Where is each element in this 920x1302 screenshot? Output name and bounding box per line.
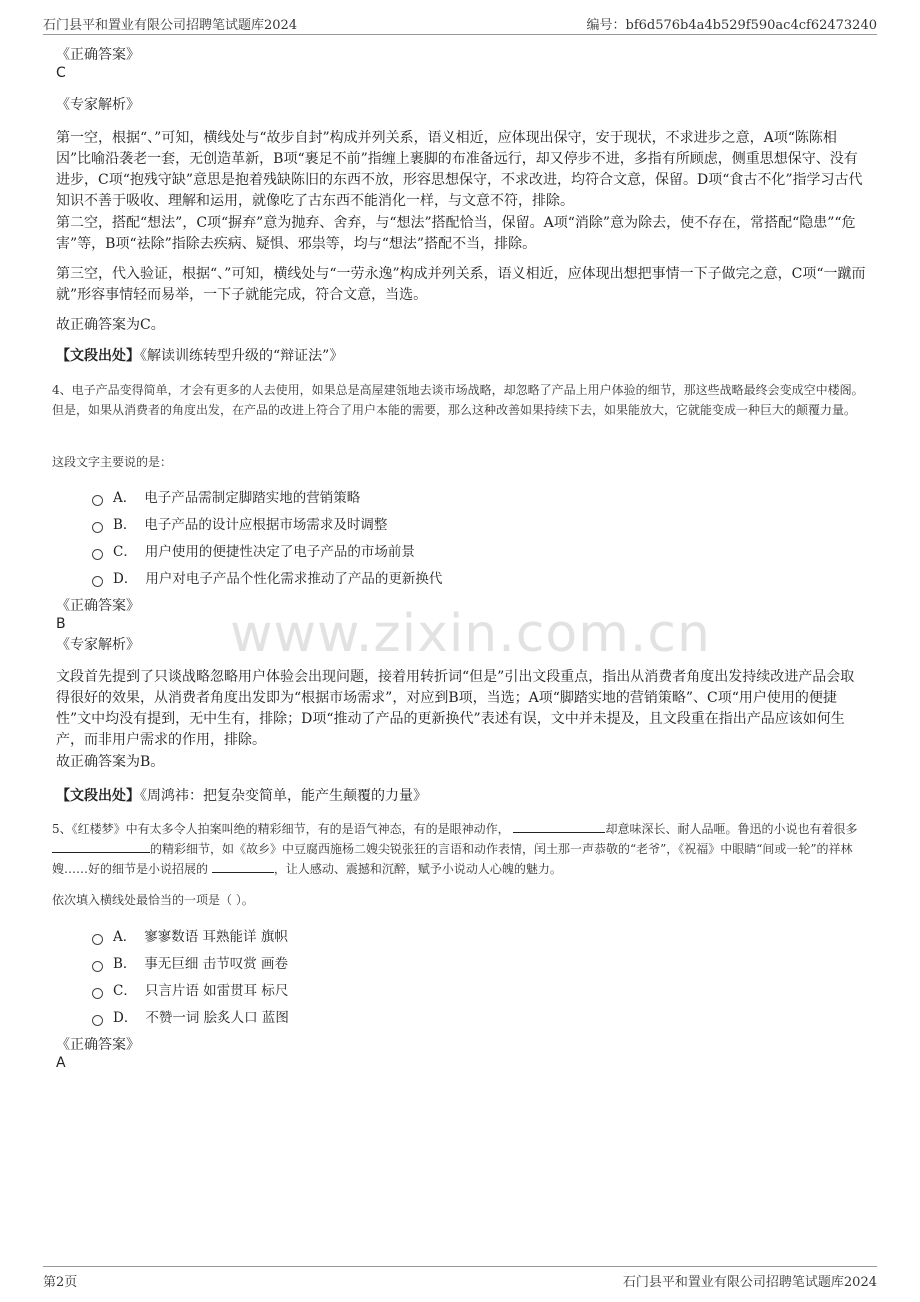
option-label: C． [113, 982, 137, 999]
page-number: 第2页 [43, 1275, 78, 1290]
q3-source-title: 《解读训练转型升级的“辩证法”》 [140, 348, 344, 364]
q3-answer-label: 《正确答案》 [56, 47, 140, 63]
q4-answer-label: 《正确答案》 [56, 598, 140, 614]
fill-blank-1 [513, 820, 605, 833]
fill-blank-3 [212, 860, 274, 873]
q4-source-title: 《周鸿祎：把复杂变简单，能产生颠覆的力量》 [140, 788, 427, 804]
q4-analysis-p1: 文段首先提到了只谈战略忽略用户体验会出现问题，接着用转折词“但是”引出文段重点，指出从消费者角度出发持续改进产品会取得很好的效果，从消费者角度出发即为“根据市场需求”，对应到B项，当选；A项“脚踏实地的营销策略”、C项“用户使用的便捷性”文中均没有提到，无中生有，排除；D项“推动了产品的更新换代”表述有误，文中并未提及，且文段重在指出产品应该如何生产，而非用户需求的作用，排除。 [56, 669, 855, 748]
q3-conclusion: 故正确答案为C。 [56, 317, 165, 333]
option-text: 事无巨细 击节叹赏 画卷 [144, 955, 289, 972]
q3-source [56, 346, 868, 367]
q3-source-label: 【文段出处】 [56, 348, 140, 364]
q4-source-label: 【文段出处】 [56, 788, 140, 804]
q4-option-b[interactable] [92, 511, 852, 538]
option-label: B． [113, 516, 137, 533]
q5-option-a[interactable] [92, 923, 852, 950]
q4-answer-value: B [56, 616, 66, 632]
q5-text-part: 5、《红楼梦》中有太多令人拍案叫绝的精彩细节，有的是语气神态，有的是眼神动作， [52, 822, 510, 836]
option-text: 不赞一词 脍炙人口 蓝图 [145, 1009, 289, 1026]
option-text: 用户对电子产品个性化需求推动了产品的更新换代 [145, 570, 443, 587]
option-label: C． [113, 543, 137, 560]
q4-prompt: 这段文字主要说的是： [52, 455, 173, 469]
fill-blank-2 [52, 840, 150, 853]
radio-icon[interactable] [92, 522, 103, 533]
q4-options [92, 484, 852, 592]
q4-option-c[interactable] [92, 538, 852, 565]
q3-analysis-p1: 第一空，根据“、”可知，横线处与“故步自封”构成并列关系，语义相近，应体现出保守，安于现状，不求进步之意，A项“陈陈相因”比喻沿袭老一套，无创造革新，B项“裹足不前”指缠上裹脚的布准备远行，却又停步不进，多指有所顾虑，侧重思想保守、没有进步，C项“抱残守缺”意思是抱着残缺陈旧的东西不放，形容思想保守，不求改进，均符合文意，保留。D项“食古不化”指学习古代知识不善于吸收、理解和运用，就像吃了古东西不能消化一样，与文意不符，排除。 [56, 130, 863, 209]
option-text: 只言片语 如雷贯耳 标尺 [144, 982, 289, 999]
q5-answer [56, 1036, 140, 1072]
q4-answer [56, 597, 140, 633]
q3-analysis-p3: 第三空，代入验证，根据“、”可知，横线处与“一劳永逸”构成并列关系，语义相近，应体现出想把事情一下子做完之意，C项“一蹴而就”形容事情轻而易举，一下子就能完成，符合文意，当选。 [56, 266, 866, 303]
q3-analysis-p2: 第二空，搭配“想法”，C项“摒弃”意为抛弃、舍弃，与“想法”搭配恰当，保留。A项“消除”意为除去，使不存在，常搭配“隐患”“危害”等，B项“祛除”指除去疾病、疑惧、邪祟等，均与“想法”搭配不当，排除。 [56, 215, 856, 252]
q5-prompt: 依次填入横线处最恰当的一项是（ ）。 [52, 893, 254, 907]
header-doc-id: 编号：bf6d576b4a4b529f590ac4cf62473240 [586, 18, 877, 33]
radio-icon[interactable] [92, 934, 103, 945]
q4-analysis-label: 《专家解析》 [56, 637, 140, 653]
page-header [43, 12, 877, 35]
q3-answer [56, 46, 140, 82]
q3-analysis-label: 《专家解析》 [56, 97, 140, 113]
q5-answer-label: 《正确答案》 [56, 1037, 140, 1053]
radio-icon[interactable] [92, 576, 103, 587]
radio-icon[interactable] [92, 1015, 103, 1026]
q4-option-a[interactable] [92, 484, 852, 511]
option-label: D． [113, 570, 138, 587]
option-label: A． [113, 489, 137, 506]
watermark: www.zixin.com.cn [230, 604, 711, 664]
q5-options [92, 923, 852, 1031]
page-footer [43, 1266, 877, 1291]
q5-text-part: 的精彩细节，如《故乡》中豆腐西施杨二嫂尖锐张狂的言语和动作表情，闰土那一声恭敬的“老爷”，《祝福》中眼睛“间或一轮”的祥林嫂……好的细节是小说招展的 [52, 842, 853, 876]
radio-icon[interactable] [92, 549, 103, 560]
header-title: 石门县平和置业有限公司招聘笔试题库2024 [43, 18, 298, 33]
radio-icon[interactable] [92, 961, 103, 972]
q4-source [56, 786, 868, 807]
q5-option-c[interactable] [92, 977, 852, 1004]
q4-question: 4、电子产品变得简单，才会有更多的人去使用，如果总是高屋建瓴地去谈市场战略，却忽略了产品上用户体验的细节，那这些战略最终会变成空中楼阁。但是，如果从消费者的角度出发，在产品的改进上符合了用户本能的需要，那么这种改善如果持续下去，如果能放大，它就能变成一种巨大的颠覆力量。 [52, 383, 864, 417]
q4-conclusion: 故正确答案为B。 [56, 754, 165, 770]
q5-question [52, 819, 870, 879]
q3-answer-value: C [56, 65, 66, 81]
q4-option-d[interactable] [92, 565, 852, 592]
option-text: 寥寥数语 耳熟能详 旗帜 [144, 928, 288, 945]
radio-icon[interactable] [92, 495, 103, 506]
footer-title: 石门县平和置业有限公司招聘笔试题库2024 [622, 1275, 877, 1290]
option-label: D． [113, 1009, 138, 1026]
q5-text-part: 却意味深长、耐人品咂。鲁迅的小说也有着很多 [605, 822, 858, 836]
q5-text-part: ，让人感动、震撼和沉醉，赋予小说动人心魄的魅力。 [273, 862, 562, 876]
q5-option-d[interactable] [92, 1004, 852, 1031]
option-label: A． [113, 928, 137, 945]
option-text: 电子产品需制定脚踏实地的营销策略 [144, 489, 361, 506]
option-label: B． [113, 955, 137, 972]
option-text: 用户使用的便捷性决定了电子产品的市场前景 [144, 543, 415, 560]
option-text: 电子产品的设计应根据市场需求及时调整 [144, 516, 388, 533]
radio-icon[interactable] [92, 988, 103, 999]
q5-answer-value: A [56, 1055, 66, 1071]
q5-option-b[interactable] [92, 950, 852, 977]
